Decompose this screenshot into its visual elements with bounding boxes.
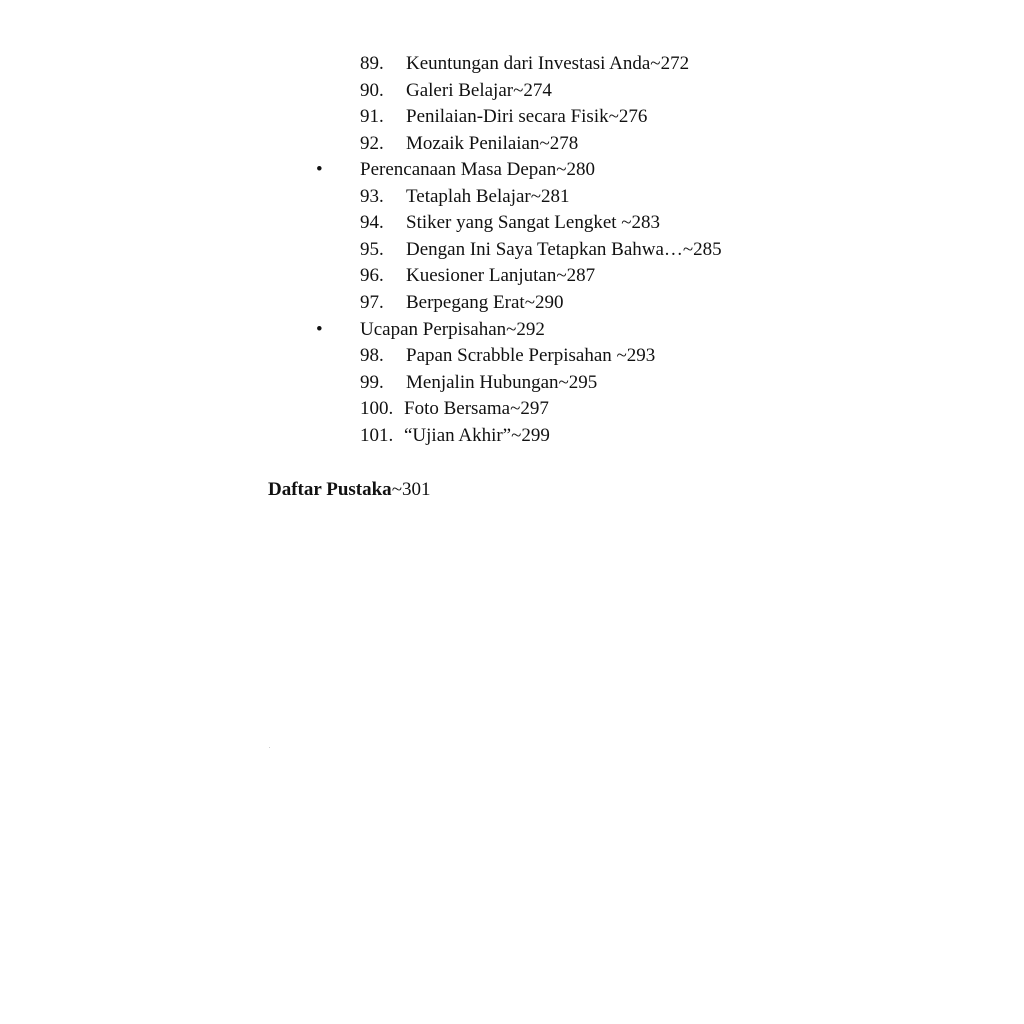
toc-section-title: Perencanaan Masa Depan~280 [360, 159, 596, 180]
toc-final-label: Daftar Pustaka [268, 479, 392, 500]
toc-item-title: Keuntungan dari Investasi Anda~272 [406, 53, 690, 74]
toc-item-number: 97. [360, 292, 384, 313]
toc-item-number: 101. [360, 425, 394, 446]
toc-item-number: 94. [360, 212, 384, 233]
toc-item-title: Tetaplah Belajar~281 [406, 186, 570, 207]
toc-item-number: 90. [360, 80, 384, 101]
toc-final-entry [268, 479, 430, 501]
bullet-icon: • [316, 159, 323, 180]
toc-section-title: Ucapan Perpisahan~292 [360, 319, 545, 340]
toc-item-title: Penilaian-Diri secara Fisik~276 [406, 106, 648, 127]
toc-item-title: Kuesioner Lanjutan~287 [406, 265, 596, 286]
toc-item-title: “Ujian Akhir”~299 [404, 425, 550, 446]
toc-item-number: 95. [360, 239, 384, 260]
scan-speck [269, 747, 270, 748]
toc-item-number: 96. [360, 265, 384, 286]
toc-item-number: 91. [360, 106, 384, 127]
toc-item-number: 99. [360, 372, 384, 393]
toc-item-number: 92. [360, 133, 384, 154]
toc-item-title: Dengan Ini Saya Tetapkan Bahwa…~285 [406, 239, 722, 260]
toc-item-number: 93. [360, 186, 384, 207]
toc-item-title: Foto Bersama~297 [404, 398, 549, 419]
toc-item-title: Berpegang Erat~290 [406, 292, 564, 313]
bullet-icon: • [316, 319, 323, 340]
toc-item-number: 100. [360, 398, 394, 419]
toc-item-title: Galeri Belajar~274 [406, 80, 552, 101]
toc-item-title: Mozaik Penilaian~278 [406, 133, 579, 154]
toc-final-page: ~301 [391, 479, 431, 500]
toc-item-number: 98. [360, 345, 384, 366]
toc-item-number: 89. [360, 53, 384, 74]
toc-item-title: Menjalin Hubungan~295 [406, 372, 598, 393]
toc-item-title: Stiker yang Sangat Lengket ~283 [406, 212, 661, 233]
toc-item-title: Papan Scrabble Perpisahan ~293 [406, 345, 656, 366]
